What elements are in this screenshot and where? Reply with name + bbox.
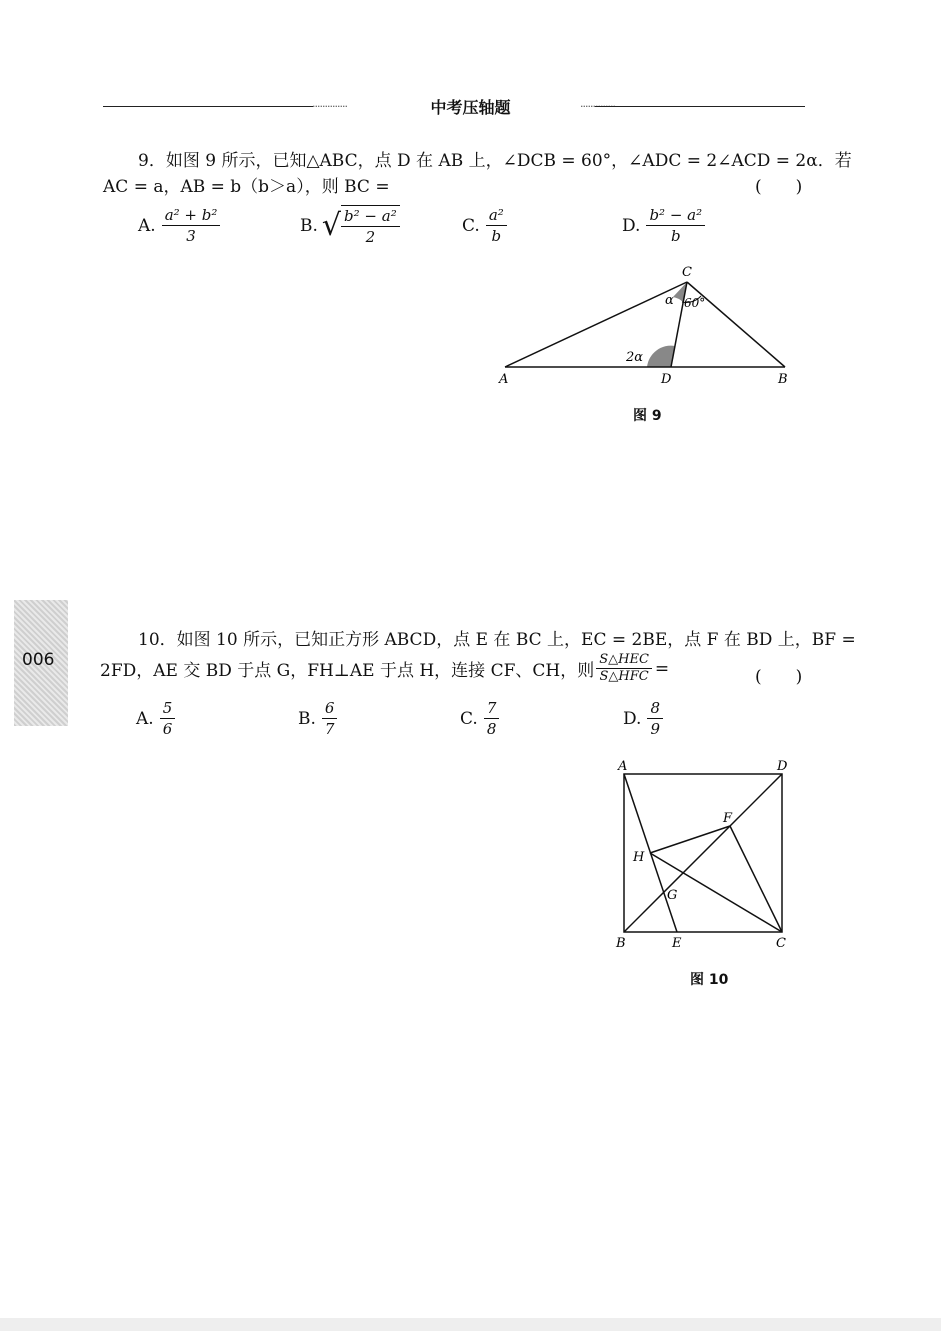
fig10-label-h: H <box>633 850 645 865</box>
fig9-label-a: A <box>499 372 509 387</box>
q9-option-c[interactable] <box>462 205 507 246</box>
q9-option-d-fraction <box>646 205 705 246</box>
q10-line2-text: 2FD，AE 交 BD 于点 G，FH⊥AE 于点 H，连接 CF、CH，则 <box>100 661 595 681</box>
q9-option-b-sqrt <box>322 205 400 247</box>
fig10-label-d: D <box>777 759 788 774</box>
q9-option-a[interactable] <box>138 205 220 246</box>
q10-option-d-num: 8 <box>647 698 663 719</box>
q10-option-a-label: A. <box>136 708 154 729</box>
q9-option-d-label: D. <box>622 215 641 236</box>
fig9-label-2alpha: 2α <box>626 350 644 365</box>
header-dots-left: ·············· <box>312 100 347 113</box>
q9-option-c-num: a² <box>486 205 507 226</box>
fig10-caption: 图 10 <box>690 972 729 988</box>
q10-option-a[interactable] <box>136 698 175 739</box>
q10-option-d-fraction <box>647 698 663 739</box>
fig10-label-c: C <box>776 936 786 951</box>
fig9-label-c: C <box>682 265 692 280</box>
fig10-label-a: A <box>618 759 628 774</box>
q9-option-b-fraction <box>341 205 400 247</box>
q10-equals: = <box>654 658 670 679</box>
q9-option-d[interactable] <box>622 205 705 246</box>
q10-option-b-den: 7 <box>324 720 335 738</box>
fig10-label-e: E <box>672 936 682 951</box>
q10-answer-paren: ( ) <box>755 667 803 687</box>
q9-option-b-num: b² − a² <box>341 206 400 227</box>
radical-icon: √ <box>321 208 342 243</box>
q9-option-d-num: b² − a² <box>646 205 705 226</box>
q10-option-a-den: 6 <box>162 720 173 738</box>
q9-line2: AC = a，AB = b（b＞a），则 BC = <box>103 177 390 197</box>
q10-option-c[interactable] <box>460 698 499 739</box>
fig9-side-bc <box>687 282 785 367</box>
q9-option-a-num: a² + b² <box>162 205 221 226</box>
header-rule-right <box>595 106 805 107</box>
q10-line1: 10．如图 10 所示，已知正方形 ABCD，点 E 在 BC 上，EC = 2BE，点 F 在 BD 上，BF = <box>138 630 856 650</box>
q9-option-c-den: b <box>491 227 502 245</box>
page-bottom-edge <box>0 1318 941 1331</box>
fig10-label-b: B <box>616 936 626 951</box>
q10-option-b-num: 6 <box>322 698 338 719</box>
fig10-label-f: F <box>723 811 733 826</box>
fig10-diagonal-bd <box>624 774 782 932</box>
q10-option-b-label: B. <box>298 708 316 729</box>
fig10-segment-fh <box>650 826 730 853</box>
page-title: 中考压轴题 <box>430 98 511 117</box>
q10-area-ratio <box>596 652 652 685</box>
q10-option-c-den: 8 <box>486 720 497 738</box>
q10-option-b-fraction <box>322 698 338 739</box>
q10-option-c-label: C. <box>460 708 478 729</box>
q9-option-a-label: A. <box>138 215 156 236</box>
q9-line1: 9．如图 9 所示，已知△ABC，点 D 在 AB 上，∠DCB = 60°，∠ADC = 2∠ACD = 2α．若 <box>138 151 852 171</box>
figure-10 <box>610 755 800 955</box>
fig9-label-60: 60° <box>684 296 706 310</box>
q10-option-b[interactable] <box>298 698 337 739</box>
q9-option-c-label: C. <box>462 215 480 236</box>
page-number: 006 <box>22 650 55 670</box>
fig9-caption: 图 9 <box>633 408 662 424</box>
q10-option-c-num: 7 <box>484 698 500 719</box>
q9-answer-paren: ( ) <box>755 177 803 197</box>
fig9-label-d: D <box>661 372 672 387</box>
fig9-angle-adc-mark <box>647 346 675 367</box>
q10-line2 <box>100 652 669 685</box>
fig9-label-b: B <box>778 372 788 387</box>
q10-option-a-num: 5 <box>160 698 176 719</box>
q9-option-d-den: b <box>670 227 681 245</box>
q10-option-d-label: D. <box>623 708 642 729</box>
q10-option-a-fraction <box>160 698 176 739</box>
q9-option-a-den: 3 <box>186 227 196 245</box>
q9-option-c-fraction <box>486 205 507 246</box>
q10-ratio-num: S△HEC <box>596 652 652 669</box>
q9-option-b-den: 2 <box>365 228 376 246</box>
q10-ratio-den: S△HFC <box>599 669 649 684</box>
q10-option-c-fraction <box>484 698 500 739</box>
q10-option-d[interactable] <box>623 698 663 739</box>
q10-option-d-den: 9 <box>650 720 660 738</box>
q9-option-b-label: B. <box>300 216 318 236</box>
header-dots-right: ·············· <box>580 100 615 113</box>
fig9-label-alpha: α <box>665 293 674 308</box>
q9-option-b[interactable] <box>300 205 400 247</box>
fig10-label-g: G <box>667 888 678 903</box>
figure-9 <box>495 262 800 392</box>
q9-option-a-fraction <box>162 205 221 246</box>
